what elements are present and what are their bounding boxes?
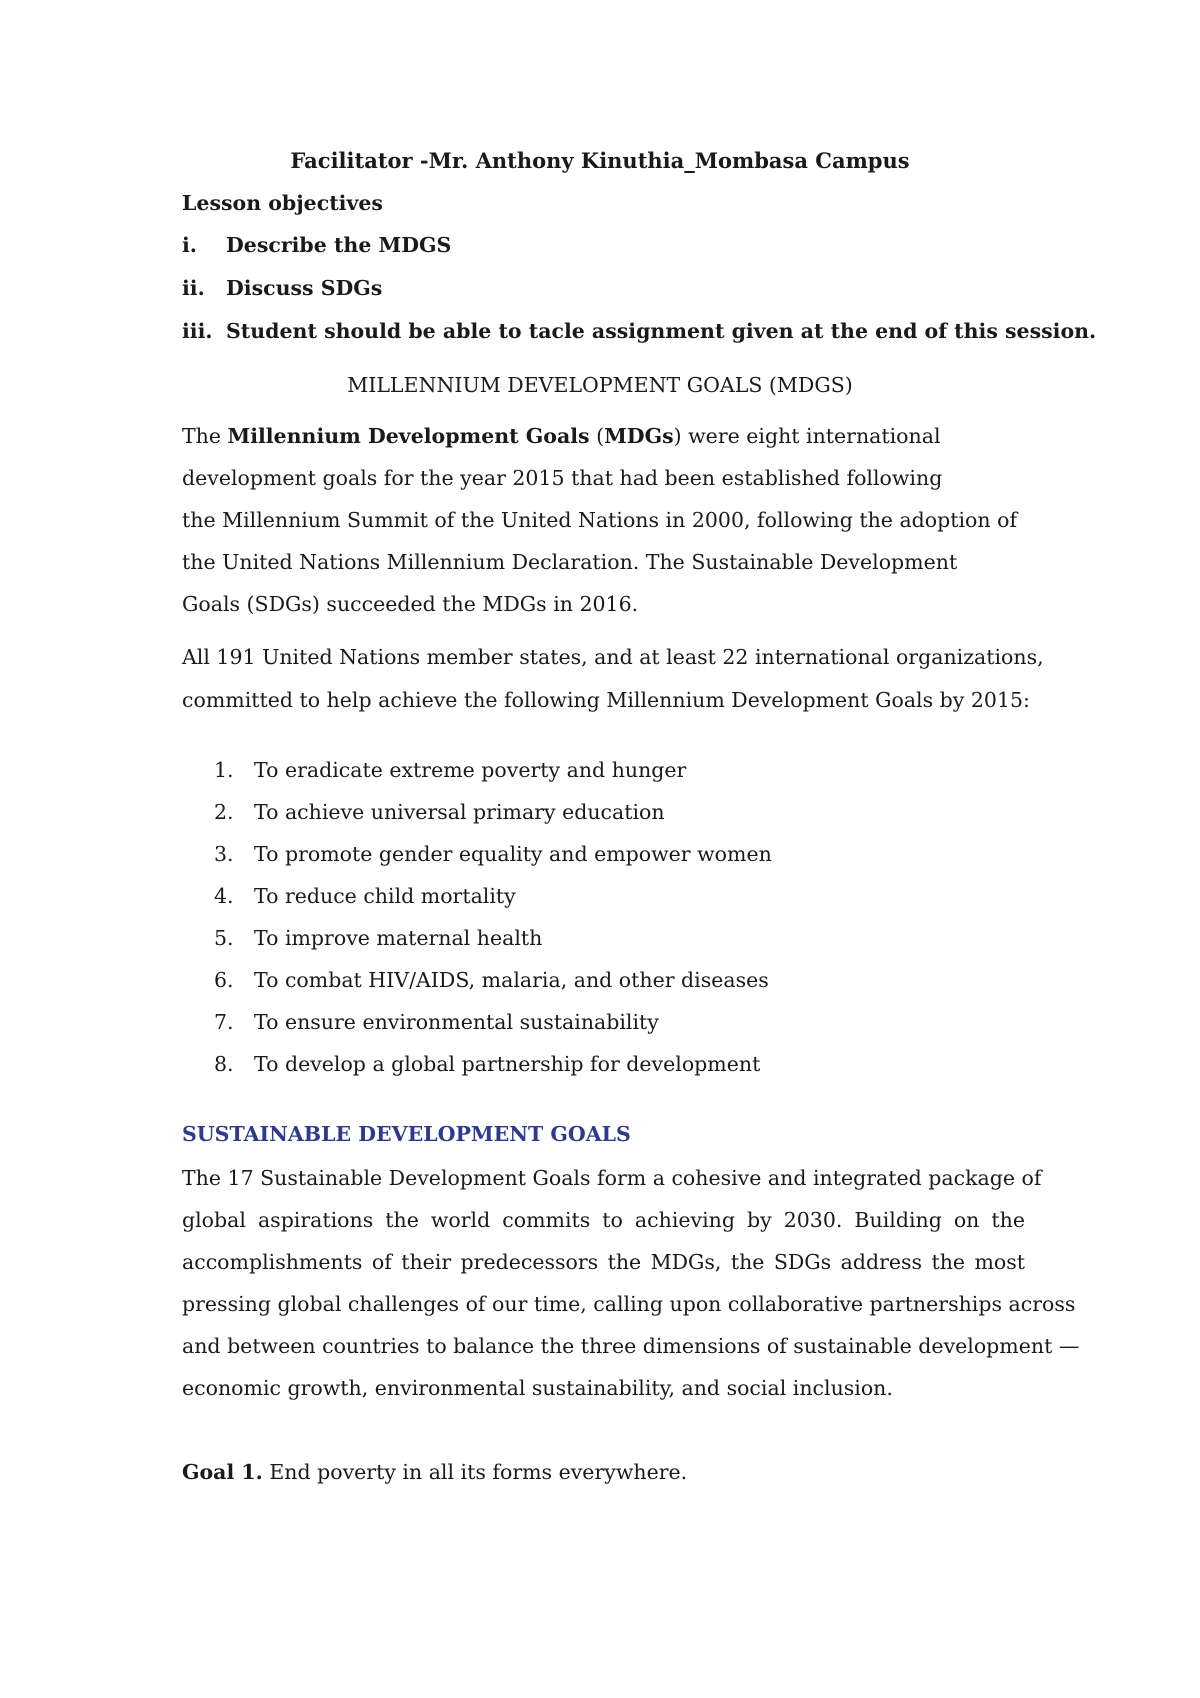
goal-number: 6. [214, 968, 234, 992]
goal-number: 5. [214, 926, 234, 950]
goal-text: To combat HIV/AIDS, malaria, and other diseases [254, 968, 769, 992]
sdg-goal-1-label: Goal 1. [182, 1460, 263, 1484]
sdg-paragraph-line: accomplishments of their predecessors the MDGs, the SDGs address the most [182, 1250, 1025, 1274]
mdg-goal-item [214, 842, 772, 866]
mdg-goal-item [214, 1010, 659, 1034]
mdg-intro-line: the United Nations Millennium Declaration. The Sustainable Development [182, 550, 958, 574]
facilitator-line: Facilitator -Mr. Anthony Kinuthia_Mombasa Campus [290, 148, 910, 173]
objective-number: ii. [182, 276, 205, 300]
mdg-intro-line: Goals (SDGs) succeeded the MDGs in 2016. [182, 592, 639, 616]
sdg-paragraph-line: pressing global challenges of our time, calling upon collaborative partnerships across [182, 1292, 1076, 1316]
mdg-goal-item [214, 884, 516, 908]
mdg-goal-item [214, 968, 769, 992]
objective-text: Student should be able to tacle assignment given at the end of this session. [226, 319, 1097, 343]
intro-lead: The [182, 424, 228, 448]
mdg-goal-item [214, 926, 542, 950]
sdg-paragraph-line: and between countries to balance the three dimensions of sustainable development — [182, 1334, 1080, 1358]
goal-text: To achieve universal primary education [254, 800, 665, 824]
intro-bold-abbr: MDGs [604, 424, 674, 448]
mdg-goal-item [214, 800, 665, 824]
mdg-section-title: MILLENNIUM DEVELOPMENT GOALS (MDGS) [347, 373, 853, 397]
mdg-intro-line: development goals for the year 2015 that had been established following [182, 466, 943, 490]
goal-number: 2. [214, 800, 234, 824]
goal-text: To reduce child mortality [254, 884, 516, 908]
goal-number: 4. [214, 884, 234, 908]
commitment-line: All 191 United Nations member states, and at least 22 international organizations, [182, 645, 1044, 669]
goal-text: To ensure environmental sustainability [254, 1010, 659, 1034]
goal-text: To eradicate extreme poverty and hunger [254, 758, 687, 782]
objective-item [182, 233, 451, 257]
sdg-goal-1 [182, 1460, 687, 1484]
lesson-objectives-heading: Lesson objectives [182, 191, 383, 215]
goal-number: 3. [214, 842, 234, 866]
intro-after-term: ( [589, 424, 605, 448]
sdg-paragraph-line: global aspirations the world commits to achieving by 2030. Building on the [182, 1208, 1025, 1232]
mdg-goal-item [214, 758, 686, 782]
goal-number: 8. [214, 1052, 234, 1076]
objective-item [182, 276, 382, 300]
objective-item [182, 319, 1096, 343]
mdg-intro-line: the Millennium Summit of the United Nations in 2000, following the adoption of [182, 508, 1018, 532]
goal-text: To improve maternal health [254, 926, 543, 950]
objective-text: Discuss SDGs [226, 276, 383, 300]
objective-number: iii. [182, 319, 213, 343]
sdg-section-title: SUSTAINABLE DEVELOPMENT GOALS [182, 1122, 631, 1146]
objective-number: i. [182, 233, 197, 257]
goal-text: To develop a global partnership for development [254, 1052, 761, 1076]
mdg-intro-line [182, 424, 941, 448]
sdg-paragraph-line: The 17 Sustainable Development Goals form a cohesive and integrated package of [182, 1166, 1042, 1190]
goal-number: 7. [214, 1010, 234, 1034]
sdg-paragraph-line: economic growth, environmental sustainability, and social inclusion. [182, 1376, 893, 1400]
intro-line1-rest: ) were eight international [673, 424, 941, 448]
sdg-goal-1-text: End poverty in all its forms everywhere. [262, 1460, 688, 1484]
commitment-line: committed to help achieve the following Millennium Development Goals by 2015: [182, 688, 1030, 712]
mdg-goal-item [214, 1052, 760, 1076]
intro-bold-term: Millennium Development Goals [227, 424, 590, 448]
goal-text: To promote gender equality and empower women [254, 842, 772, 866]
goal-number: 1. [214, 758, 234, 782]
objective-text: Describe the MDGS [226, 233, 452, 257]
